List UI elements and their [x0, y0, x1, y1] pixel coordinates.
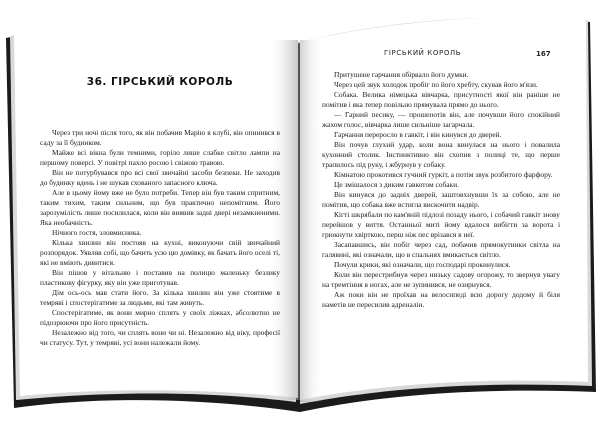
paragraph: Це змішалося з диким гавкотом собаки. [334, 180, 459, 189]
paragraph: Гарчання переросло в гавкіт, і він кинувся до дверей. [334, 130, 502, 139]
paragraph: Засапавшись, він побіг через сад, побачив прямокутники світла на галявині, які означали, що в спальнях вмикається світло. [322, 240, 560, 259]
paragraph: Почули крики, які означали, що господарі прокинулися. [334, 260, 511, 269]
paragraph: Дім ось-ось мав стати його. За кілька хвилин він уже стоятиме в темряві і спостерігатиме за людьми, які там живуть. [40, 288, 280, 307]
running-head: ГІРСЬКИЙ КОРОЛЬ [384, 49, 462, 57]
paragraph: Він не потурбувався про всі свої звичайні засоби безпеки. Не заходив до будинку вдень і не шукав схованого запасного ключа. [40, 168, 280, 187]
paragraph: Майже всі вікна були темними, горіло лише слабке світло лампи на першому поверсі. У повітрі пахло росою і свіжою травою. [40, 148, 280, 167]
paragraph: Він кинувся до задніх дверей, заштовхнувши їх за собою, але не помітив, що собака вже встигла вискочити надвір. [322, 190, 560, 209]
paragraph: Він почув глухий удар, коли вона кинулася на нього і повалила кухонний столик. Інстинктивно він схопив з полиці те, що перше трапилось під руку, і жбурнув у собаку. [322, 140, 560, 169]
right-spine-shadow [300, 40, 324, 402]
paragraph: Він пішов у вітальню і поставив на полицю маленьку безлику пластикову фігурку, яку він уже приготував. [40, 268, 280, 287]
paragraph: Аж поки він не проїхав на велосипеді всю дорогу додому й біля наметів не пересилив адреналін. [322, 290, 560, 309]
paragraph: Але в цьому йому вже не було потреби. Тепер він був таким спритним, таким тихим, таким сильним, що був практично непомітним. Його зарозумілість лише посилилася, коли він виявив задні двері незамкненими. Яка необачність. [40, 188, 280, 227]
paragraph: Через цей звук холодок пробіг по його хребту, скував його м'язи. [334, 80, 538, 89]
right-page-text [322, 70, 560, 310]
paragraph: Кілька хвилин він постояв на кухні, виконуючи свій звичайний розпорядок. Уявляв собі, що бачить усю цю домівку, як бачать його оселі ті, які не вміють дивитися. [40, 238, 280, 267]
paragraph: Нічного гостя, зловмисника. [52, 228, 142, 237]
paragraph: Притушене гарчання обірвало його думки. [334, 70, 469, 79]
left-page-text [40, 128, 280, 348]
paragraph: Спостерігатиме, як вони мирно сплять у своїх ліжках, абсолютно не підозрюючи про його присутність. [40, 308, 280, 327]
paragraph: Незалежно від того, чи сплять вони чи ні. Незалежно від віку, професії чи статусу. Тут, у темряві, усі вони належали йому. [40, 328, 280, 347]
paragraph: Коли він перестрибнув через низьку садову огорожу, то звернув увагу на тремтіння в ногах, але не зупинився, не озирнувся. [322, 270, 560, 289]
chapter-title: 36. ГІРСЬКИЙ КОРОЛЬ [86, 76, 234, 88]
paragraph: — Гарний песику, — прошепотів він, але почувши його спокійний жахом голос, вівчарка лише сильніше загарчала. [322, 110, 560, 129]
paragraph: Кігті шкрябали по кам'яній підлозі позаду нього, і собачий гавкіт знову перейшов у виття. Останньої миті йому вдалося вибігти за ворота і грюкнути хвірткою, перш ніж пес врізався в неї. [322, 210, 560, 239]
paragraph: Собака. Велика німецька вівчарка, присутності якої він раніше не помітив і яка тепер повільно прямувала прямо до нього. [322, 90, 560, 109]
paragraph: Через три ночі після того, як він побачив Марію в клубі, він опинився в саду за її будинком. [40, 128, 280, 147]
paragraph: Кімнатою прокотився гучний гуркіт, а потім звук розбитого фарфору. [334, 170, 553, 179]
page-number: 167 [536, 50, 551, 58]
